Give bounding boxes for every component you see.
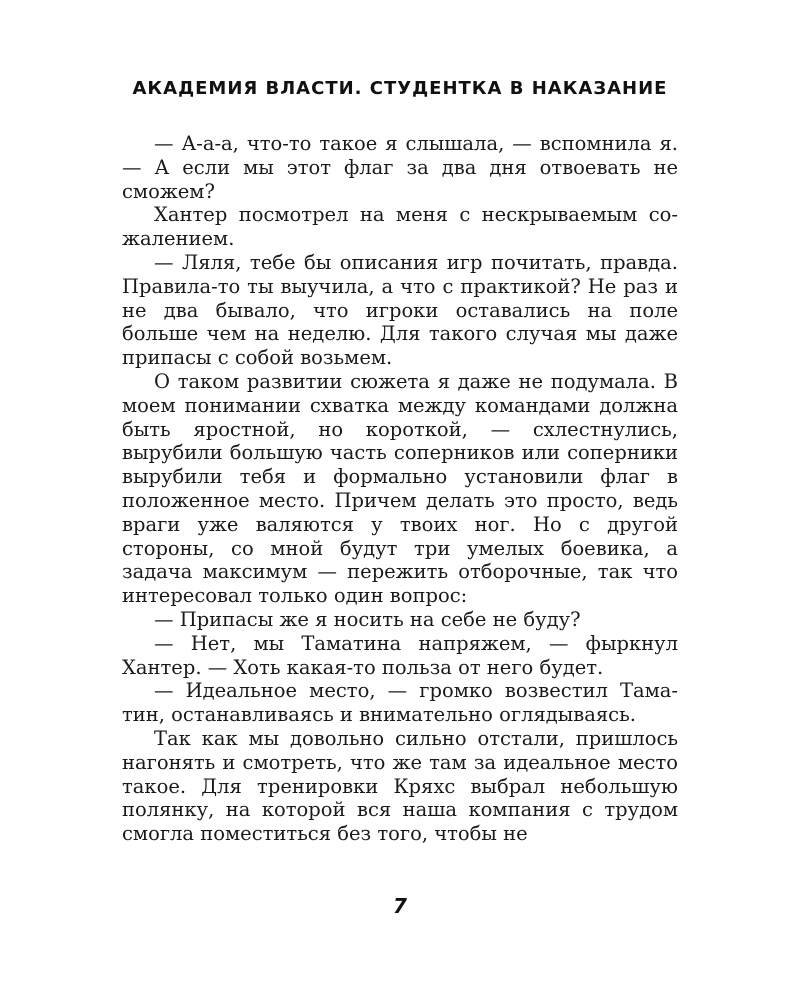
paragraph-6: — Нет, мы Таматина напряжем, — фыркнул Хантер. — Хоть какая-то польза от него будет. — [122, 631, 678, 679]
paragraph-8: Так как мы довольно сильно отстали, пришлось нагонять и смотреть, что же там за идеальное место такое. Для тренировки Кряхс выбрал небольшую полянку, на которой вся наша компания с трудом смогла поместиться без того, чтобы не — [122, 726, 678, 846]
paragraph-3: — Ляля, тебе бы описания игр почитать, правда. Правила-то ты выучила, а что с практикой? Не раз и не два бывало, что игроки оставались на поле больше чем на неделю. Для такого случая мы даже припасы с собой возьмем. — [122, 250, 678, 370]
running-header: АКАДЕМИЯ ВЛАСТИ. СТУДЕНТКА В НАКАЗАНИЕ — [132, 78, 668, 99]
paragraph-5: — Припасы же я носить на себе не буду? — [154, 607, 581, 631]
page-text — [122, 132, 678, 846]
paragraph-7: — Идеальное место, — громко возвестил Таматин, останавливаясь и внимательно оглядываясь. — [122, 679, 678, 727]
paragraph-1: — А-а-а, что-то такое я слышала, — вспомнила я. — А если мы этот флаг за два дня отвоевать не сможем? — [122, 132, 678, 203]
paragraph-4: О таком развитии сюжета я даже не подумала. В моем понимании схватка между командами должна быть яростной, но короткой, — схлестнулись, вырубили большую часть соперников или соперники вырубили тебя и формально установили флаг в положенное место. Причем делать это просто, ведь враги уже валяются у твоих ног. Но с другой стороны, со мной будут три умелых боевика, а задача максимум — пережить отборочные, так что интересовал только один вопрос: — [122, 369, 678, 608]
paragraph-2: Хантер посмотрел на меня с нескрываемым сожалением. — [122, 203, 678, 251]
page-number: 7 — [393, 894, 407, 918]
